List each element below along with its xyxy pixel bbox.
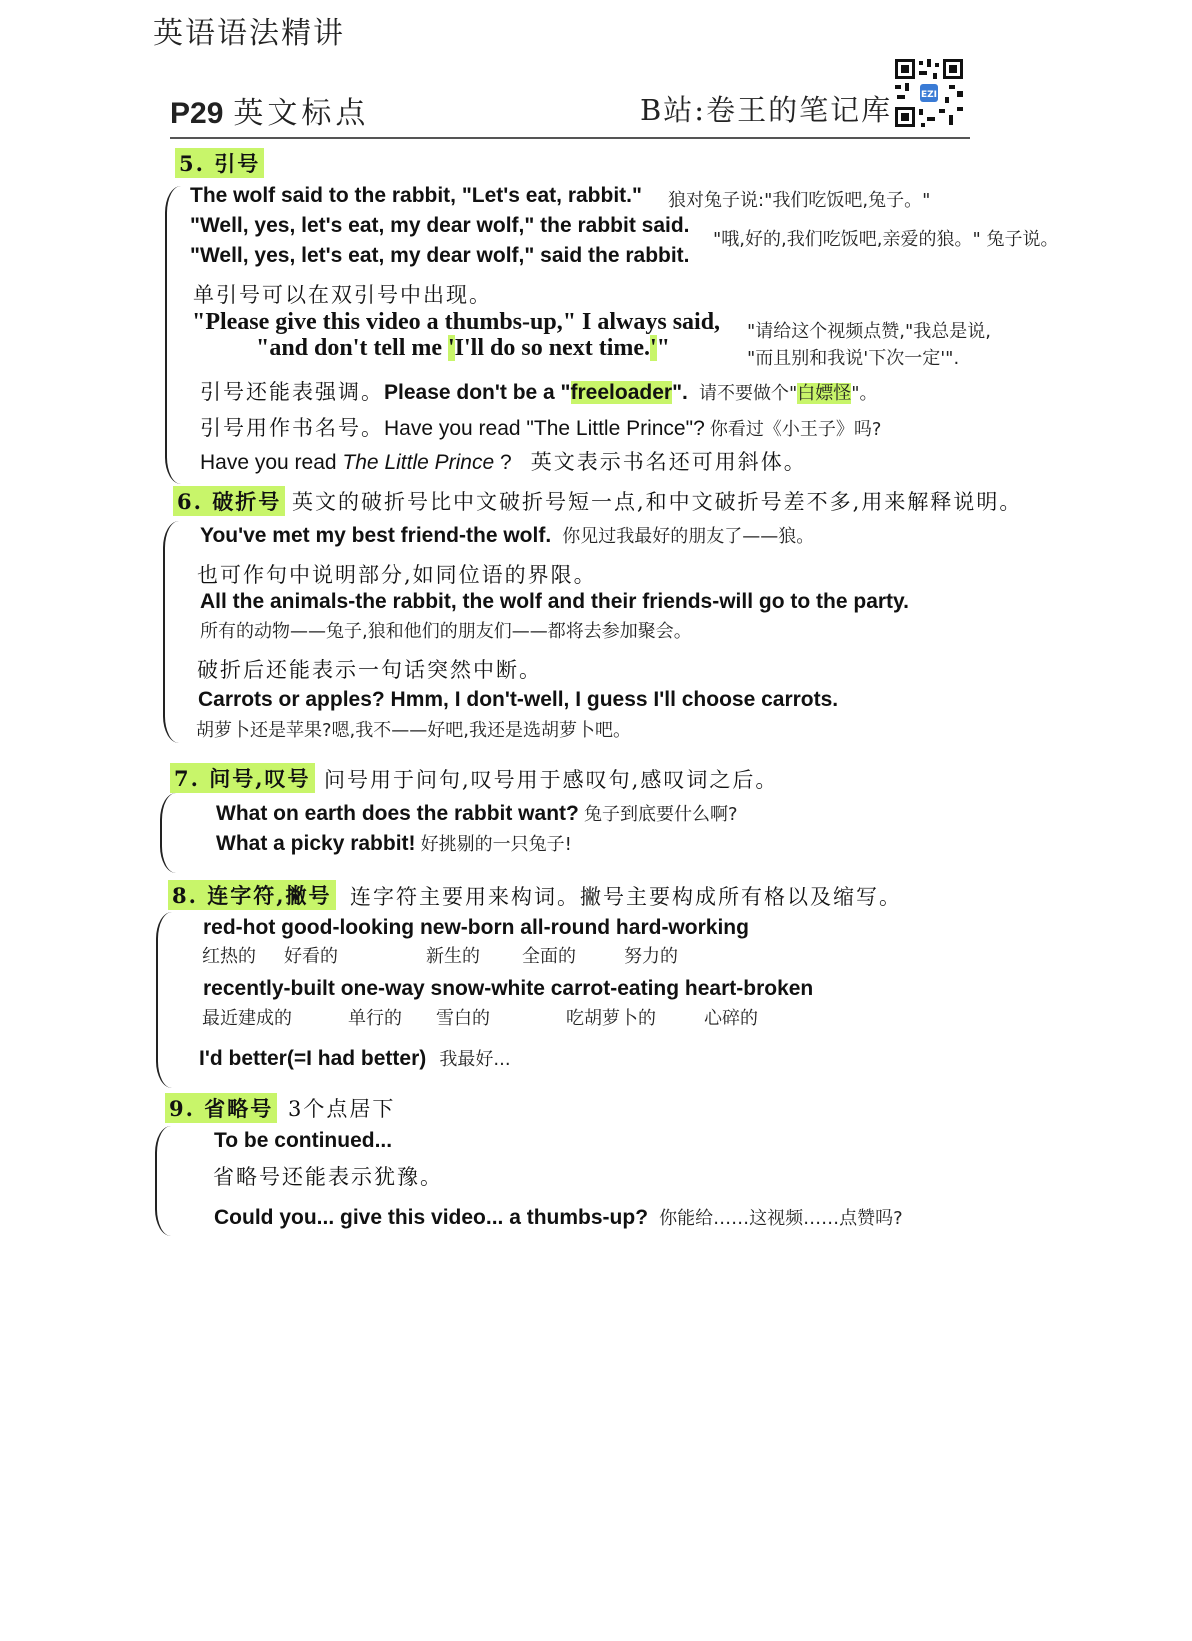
s6-line2-zh: 所有的动物——兔子,狼和他们的朋友们——都将去参加聚会。 [200, 621, 692, 642]
s7-line1 [216, 800, 738, 826]
s5-line23-zh: "哦,好的,我们吃饭吧,亲爱的狼。" 兔子说。 [713, 229, 1059, 250]
section-6-brace [163, 521, 179, 743]
s8-row1-zh-3: 新生的 [426, 946, 480, 967]
s5-book-zh: 你看过《小王子》吗? [709, 419, 882, 440]
section-5-title: 5. 引号 [175, 148, 264, 178]
s8-line3-en: I'd better(=I had better) [199, 1047, 427, 1070]
document-title: 英语语法精讲 [153, 16, 345, 51]
single-quote-close: ' [650, 335, 657, 361]
qr-label: EZI [920, 90, 938, 100]
single-quote-open: ' [448, 335, 455, 361]
s8-row2-zh-4: 吃胡萝卜的 [566, 1008, 656, 1029]
s9-line1-en: To be continued... [214, 1129, 393, 1152]
section-6-title: 6. 破折号 [173, 486, 285, 516]
section-7-title: 7. 问号,叹号 [170, 763, 315, 793]
s6-line2-en: All the animals-the rabbit, the wolf and their friends-will go to the party. [200, 590, 909, 613]
s7-line2 [216, 830, 572, 856]
section-5-brace [165, 186, 181, 484]
s8-row2-zh-3: 雪白的 [436, 1008, 490, 1029]
s8-row2-zh-2: 单行的 [348, 1008, 402, 1029]
s5-quote-line1-zh: "请给这个视频点赞,"我总是说, [747, 321, 992, 342]
s5-italic-line: Have you read The Little Prince ? 英文表示书名还可用斜体。 [200, 450, 807, 474]
section-6-desc: 英文的破折号比中文破折号短一点,和中文破折号差不多,用来解释说明。 [292, 490, 1023, 514]
s5-line1-en: The wolf said to the rabbit, "Let's eat, rabbit." [190, 184, 642, 207]
s5-book-en: Have you read "The Little Prince"? [384, 417, 705, 440]
section-9-desc: 3个点居下 [288, 1097, 396, 1121]
page-number: P29 [170, 97, 224, 130]
s8-row1-zh-5: 努力的 [624, 946, 678, 967]
section-7-brace [160, 793, 176, 873]
s5-line3-en: "Well, yes, let's eat, my dear wolf," said the rabbit. [190, 244, 690, 267]
s6-line1 [200, 522, 814, 548]
freeloader-word-zh: 白嫖怪 [797, 383, 852, 404]
s5-emphasis-note: 引号还能表强调。 [200, 380, 384, 404]
s6-note2: 破折后还能表示一句话突然中断。 [197, 658, 542, 682]
s6-line1-zh: 你见过我最好的朋友了——狼。 [562, 526, 815, 547]
section-7-desc: 问号用于问句,叹号用于感叹句,感叹词之后。 [324, 768, 779, 792]
s5-quote-line1-en: "Please give this video a thumbs-up," I always said, [192, 309, 721, 335]
s9-note1: 省略号还能表示犹豫。 [213, 1165, 443, 1189]
section-8-desc: 连字符主要用来构词。撇号主要构成所有格以及缩写。 [350, 885, 902, 909]
section-9-brace [155, 1126, 171, 1236]
s6-line3-zh: 胡萝卜还是苹果?嗯,我不——好吧,我还是选胡萝卜吧。 [196, 720, 631, 741]
s5-note1: 单引号可以在双引号中出现。 [193, 283, 492, 307]
s8-row1-zh-2: 好看的 [284, 946, 338, 967]
freeloader-word: freeloader [570, 381, 673, 404]
s5-book-note: 引号用作书名号。 [200, 416, 384, 440]
section-8-brace [156, 912, 172, 1088]
section-9-title: 9. 省略号 [165, 1093, 277, 1123]
s8-row2-zh-5: 心碎的 [704, 1008, 758, 1029]
s7-line2-zh: 好挑剔的一只兔子! [420, 834, 572, 855]
s8-row1-en: red-hot good-looking new-born all-round hard-working [203, 916, 749, 939]
s9-line2 [214, 1204, 903, 1230]
s5-line2-en: "Well, yes, let's eat, my dear wolf," the rabbit said. [190, 214, 690, 237]
s7-line2-en: What a picky rabbit! [216, 832, 416, 855]
bilibili-channel: B站:卷王的笔记库 [640, 93, 893, 127]
s6-note1: 也可作句中说明部分,如同位语的界限。 [197, 563, 597, 587]
s5-quote-line2-en: "and don't tell me 'I'll do so next time.'" [256, 335, 670, 361]
s5-line1-zh: 狼对兔子说:"我们吃饭吧,兔子。" [668, 190, 931, 211]
header-divider [170, 137, 970, 139]
s8-row1-zh-4: 全面的 [522, 946, 576, 967]
s7-line1-zh: 兔子到底要什么啊? [583, 804, 738, 825]
page-header [170, 88, 369, 132]
qr-code-icon [893, 57, 965, 129]
s8-row2-en: recently-built one-way snow-white carrot-eating heart-broken [203, 977, 814, 1000]
s9-line2-en: Could you... give this video... a thumbs-up? [214, 1206, 649, 1229]
s6-line3-en: Carrots or apples? Hmm, I don't-well, I guess I'll choose carrots. [198, 688, 839, 711]
page-title: 英文标点 [233, 96, 370, 131]
s8-line3 [199, 1045, 511, 1071]
s9-line2-zh: 你能给……这视频……点赞吗? [659, 1208, 903, 1229]
s5-emphasis-line: 引号还能表强调。Please don't be a "freeloader". 请不要做个"白嫖怪"。 [200, 380, 878, 404]
section-8-title: 8. 连字符,撇号 [168, 880, 336, 910]
s8-row1-zh-1: 红热的 [202, 946, 256, 967]
s8-line3-zh: 我最好... [439, 1049, 511, 1070]
s5-quote-line2-zh: "而且别和我说'下次一定'". [747, 348, 960, 369]
s6-line1-en: You've met my best friend-the wolf. [200, 524, 552, 547]
s5-italic-note: 英文表示书名还可用斜体。 [530, 450, 807, 474]
s8-row2-zh-1: 最近建成的 [202, 1008, 292, 1029]
book-title-italic: The Little Prince [342, 451, 495, 474]
s5-book-line [200, 412, 881, 442]
s7-line1-en: What on earth does the rabbit want? [216, 802, 579, 825]
